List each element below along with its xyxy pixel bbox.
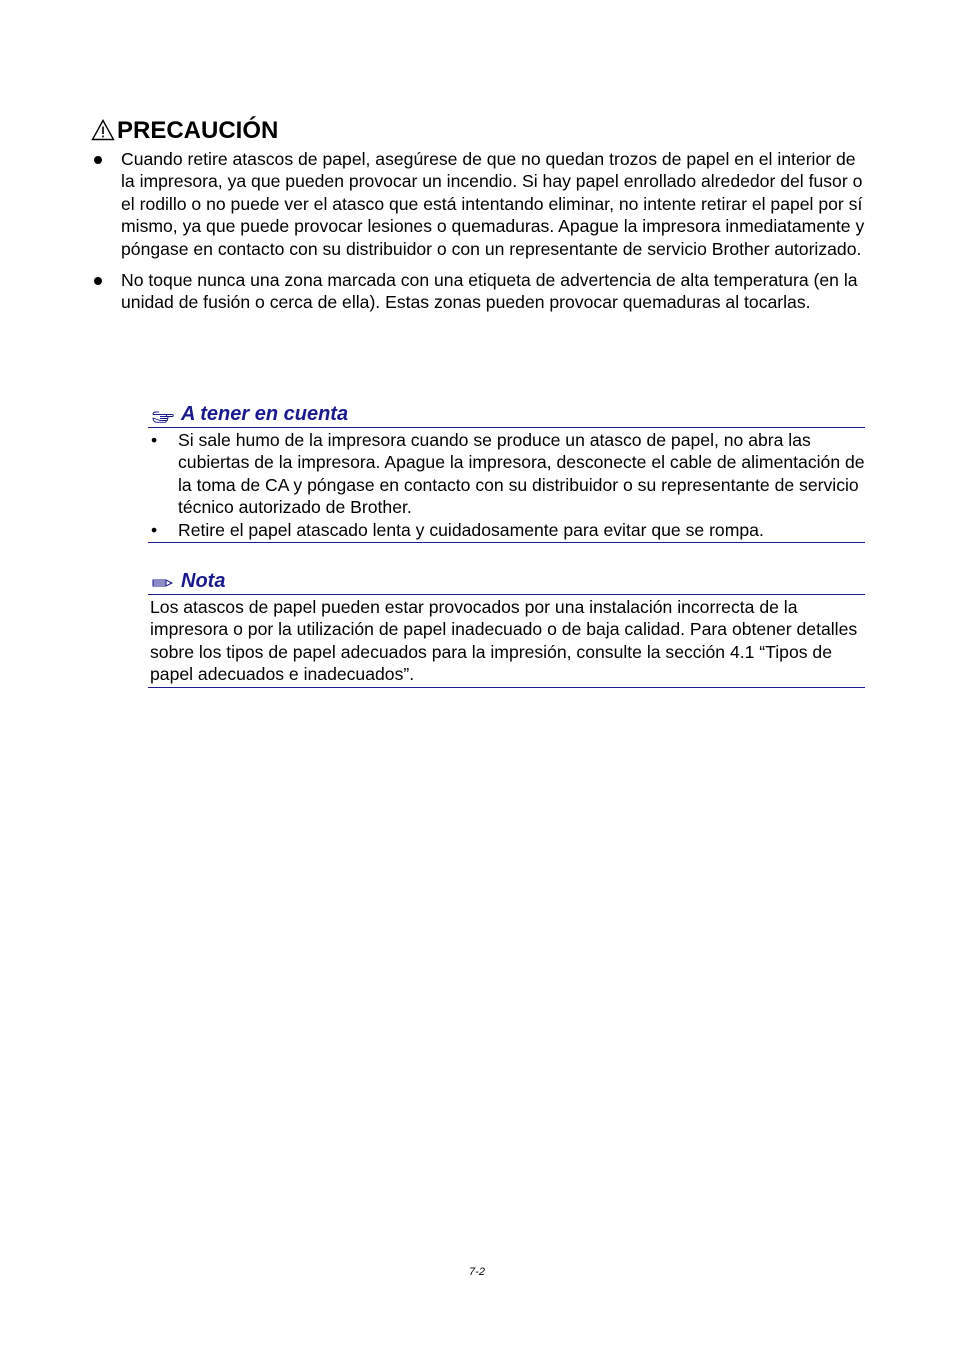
note-title: Nota [181,570,226,592]
tip-item-text: Retire el papel atascado lenta y cuidadosamente para evitar que se rompa. [178,519,764,540]
caution-title: PRECAUCIÓN [117,117,279,144]
caution-list [91,148,871,314]
caution-section [91,114,871,314]
note-text: Los atascos de papel pueden estar provocados por una instalación incorrecta de la impresora o por la utilización de papel inadecuado o de baja calidad. Para obtener detalles sobre los tipos de papel adecuados para la impresión, consulte la sección 4.1 “Tipos de papel adecuados e inadecuados”. [150,597,858,685]
caution-item [91,148,871,260]
tip-title: A tener en cuenta [181,403,349,425]
tip-item-text: Si sale humo de la impresora cuando se produce un atasco de papel, no abra las cubiertas de la impresora. Apague la impresora, desconecte el cable de alimentación de la toma de CA y póngase en contacto con su distribuidor o su representante de servicio técnico autorizado de Brother. [178,430,865,518]
pointing-hand-icon [151,406,175,426]
caution-item-text: No toque nunca una zona marcada con una etiqueta de advertencia de alta temperatura (en la unidad de fusión o cerca de ella). Estas zonas pueden provocar quemaduras al tocarlas. [121,270,858,313]
bullet-dot-icon [94,156,102,164]
bullet-dot-icon [94,277,102,285]
tip-item [148,429,865,519]
caution-heading [91,114,871,148]
note-body [148,595,865,688]
note-header [148,567,865,595]
tip-item [148,519,865,541]
caution-item [91,269,871,314]
caution-item-text: Cuando retire atascos de papel, asegúrese de que no quedan trozos de papel en el interior de la impresora, ya que pueden provocar un incendio. Si hay papel enrollado alrededor del fusor o el rodillo o no puede ver el atasco que está intentando eliminar, no intente retirar el papel por sí mismo, ya que puede provocar lesiones o quemaduras. Apague la impresora inmediatamente y póngase en contacto con su distribuidor o con un representante de servicio Brother autorizado. [121,149,865,259]
bullet-icon: • [151,430,158,450]
page-number: 7-2 [469,1266,485,1278]
tip-box [148,400,865,543]
tip-body [148,428,865,543]
tip-list [148,429,865,541]
tip-header [148,400,865,428]
bullet-icon: • [151,519,158,540]
pencil-icon [151,573,175,593]
warning-icon [91,119,115,141]
note-box [148,567,865,688]
